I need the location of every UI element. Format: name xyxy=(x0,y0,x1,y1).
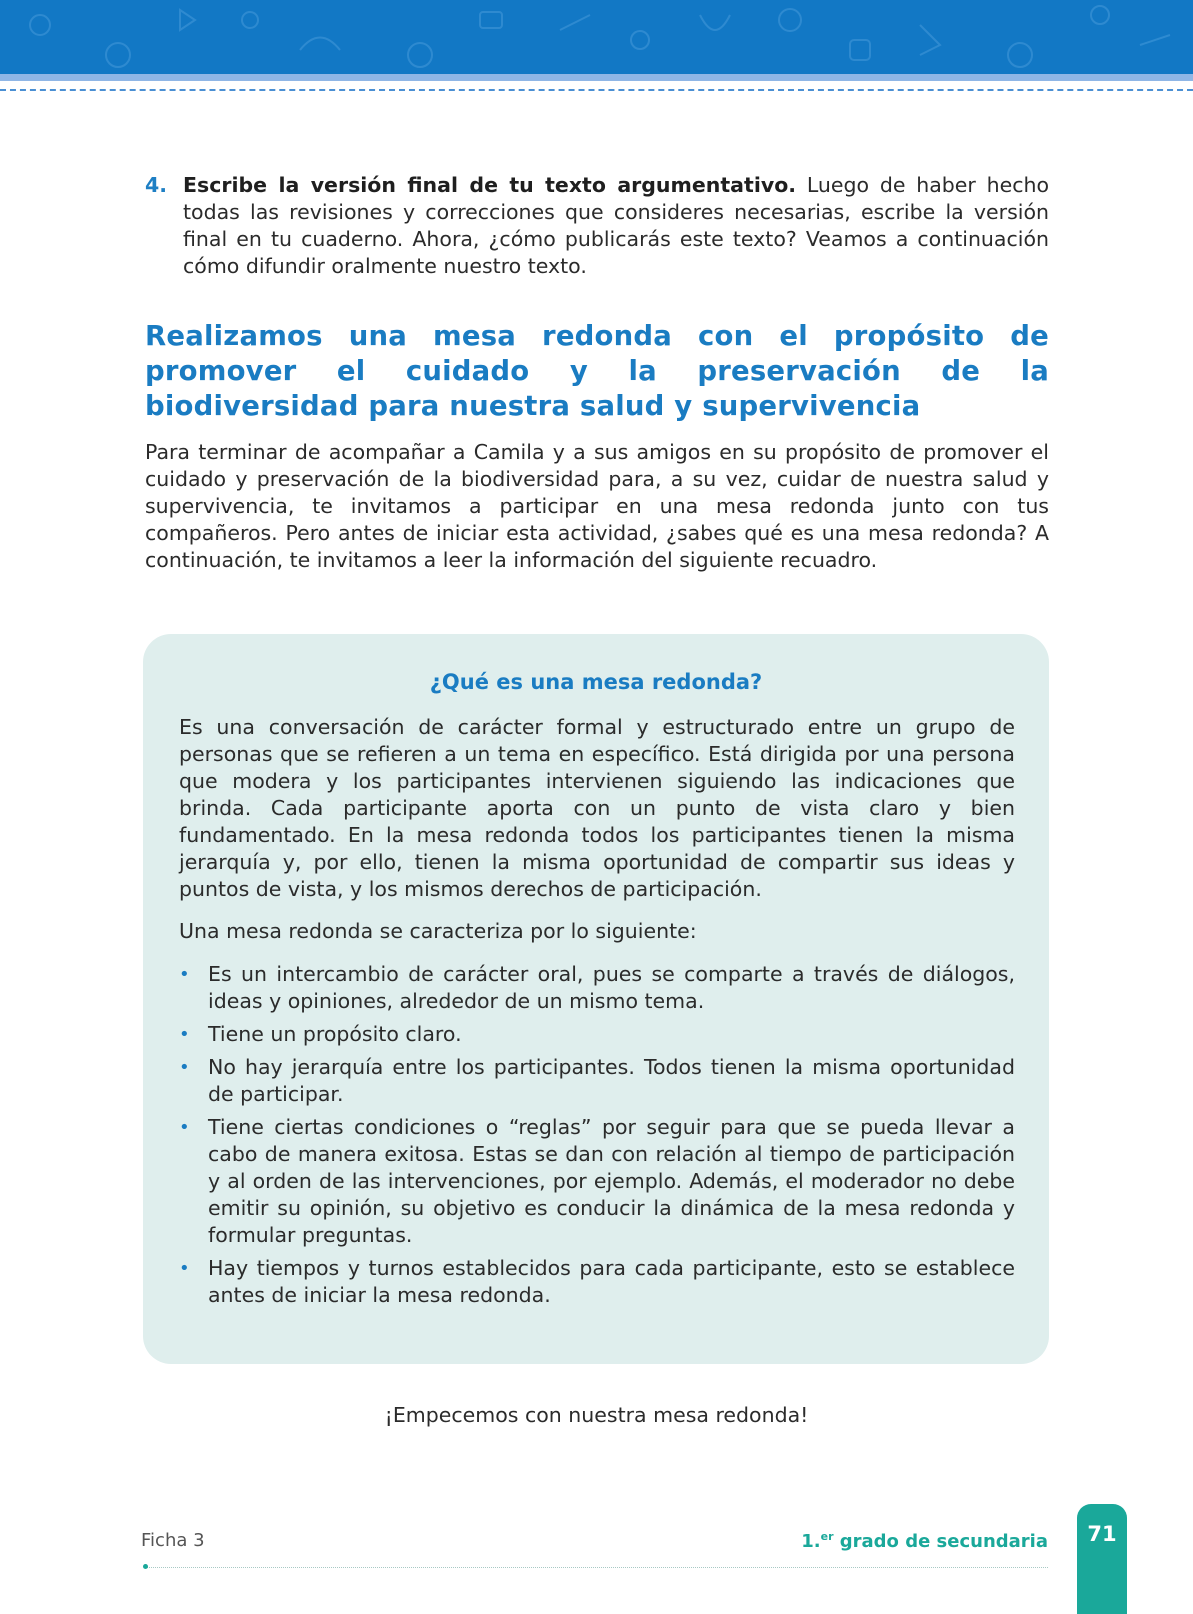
list-item-text: Hay tiempos y turnos establecidos para cada participante, esto se establece antes de iniciar la mesa redonda. xyxy=(208,1256,1015,1307)
footer-ficha-label: Ficha 3 xyxy=(141,1530,205,1551)
bullet-icon: • xyxy=(179,1024,190,1045)
header-dashed-divider xyxy=(0,89,1193,91)
info-box-paragraph: Es una conversación de carácter formal y estructurado entre un grupo de personas que se refieren a un tema en específico. Está dirigida por una persona que modera y los participantes intervienen siguiendo las indicaciones que brinda. Cada participante aporta con un punto de vista claro y bien fundamentado. En la mesa redonda todos los participantes tienen la misma jerarquía y, por ello, tienen la misma oportunidad de compartir sus ideas y puntos de vista, y los mismos derechos de participación. xyxy=(179,715,1015,901)
step-lead: Escribe la versión final de tu texto argumentativo. xyxy=(183,173,797,197)
footer-grade-label xyxy=(760,1530,1048,1552)
info-box xyxy=(143,634,1049,1364)
step-number: 4. xyxy=(145,173,168,197)
bullet-icon: • xyxy=(179,1057,190,1078)
page-number: 71 xyxy=(1087,1522,1117,1546)
list-item xyxy=(179,961,1015,1015)
footer-dot-icon xyxy=(143,1564,148,1569)
list-item xyxy=(179,1255,1015,1309)
intro-paragraph: Para terminar de acompañar a Camila y a sus amigos en su propósito de promover el cuidado y preservación de la biodiversidad para, a su vez, cuidar de nuestra salud y supervivencia, te invitamos a participar en una mesa redonda junto con tus compañeros. Pero antes de iniciar esta actividad, ¿sabes qué es una mesa redonda? A continuación, te invitamos a leer la información del siguiente recuadro. xyxy=(145,440,1049,572)
doodle-pattern xyxy=(0,0,1193,74)
list-item-text: Tiene un propósito claro. xyxy=(208,1022,462,1046)
grade-text: grado de secundaria xyxy=(833,1531,1048,1552)
list-item xyxy=(179,1054,1015,1108)
section-title: Realizamos una mesa redonda con el propósito de promover el cuidado y la preservación de la biodiversidad para nuestra salud y supervivencia xyxy=(145,320,1049,422)
bullet-icon: • xyxy=(179,1258,190,1279)
step-body: Luego de haber hecho todas las revisiones y correcciones que consideres necesarias, escribe la versión final en tu cuaderno. Ahora, ¿cómo publicarás este texto? Veamos a continuación cómo difundir oralmente nuestro texto. xyxy=(183,173,1050,278)
list-item-text: No hay jerarquía entre los participantes. Todos tienen la misma oportunidad de participar. xyxy=(208,1055,1015,1106)
step-item xyxy=(145,172,1049,280)
list-item xyxy=(179,1021,1015,1048)
grade-superscript: er xyxy=(820,1530,834,1543)
info-box-body xyxy=(179,714,1015,1315)
characteristics-list xyxy=(179,961,1015,1309)
closing-text: ¡Empecemos con nuestra mesa redonda! xyxy=(384,1403,809,1427)
info-box-subheading: Una mesa redonda se caracteriza por lo siguiente: xyxy=(179,919,697,943)
step-paragraph xyxy=(183,172,1049,280)
grade-number: 1. xyxy=(801,1531,821,1552)
info-box-title: ¿Qué es una mesa redonda? xyxy=(429,670,763,694)
bullet-icon: • xyxy=(179,1117,190,1138)
page-number-tab xyxy=(1077,1504,1127,1614)
bullet-icon: • xyxy=(179,964,190,985)
header-underline xyxy=(0,74,1193,81)
list-item-text: Tiene ciertas condiciones o “reglas” por seguir para que se pueda llevar a cabo de manera exitosa. Estas se dan con relación al tiempo de participación y al orden de las intervenciones, por ejemplo. Además, el moderador no debe emitir su opinión, su objetivo es conducir la dinámica de la mesa redonda y formular preguntas. xyxy=(208,1115,1015,1247)
list-item-text: Es un intercambio de carácter oral, pues se comparte a través de diálogos, ideas y opiniones, alrededor de un mismo tema. xyxy=(208,962,1015,1013)
list-item xyxy=(179,1114,1015,1249)
header-banner xyxy=(0,0,1193,74)
footer-divider xyxy=(145,1567,1048,1568)
